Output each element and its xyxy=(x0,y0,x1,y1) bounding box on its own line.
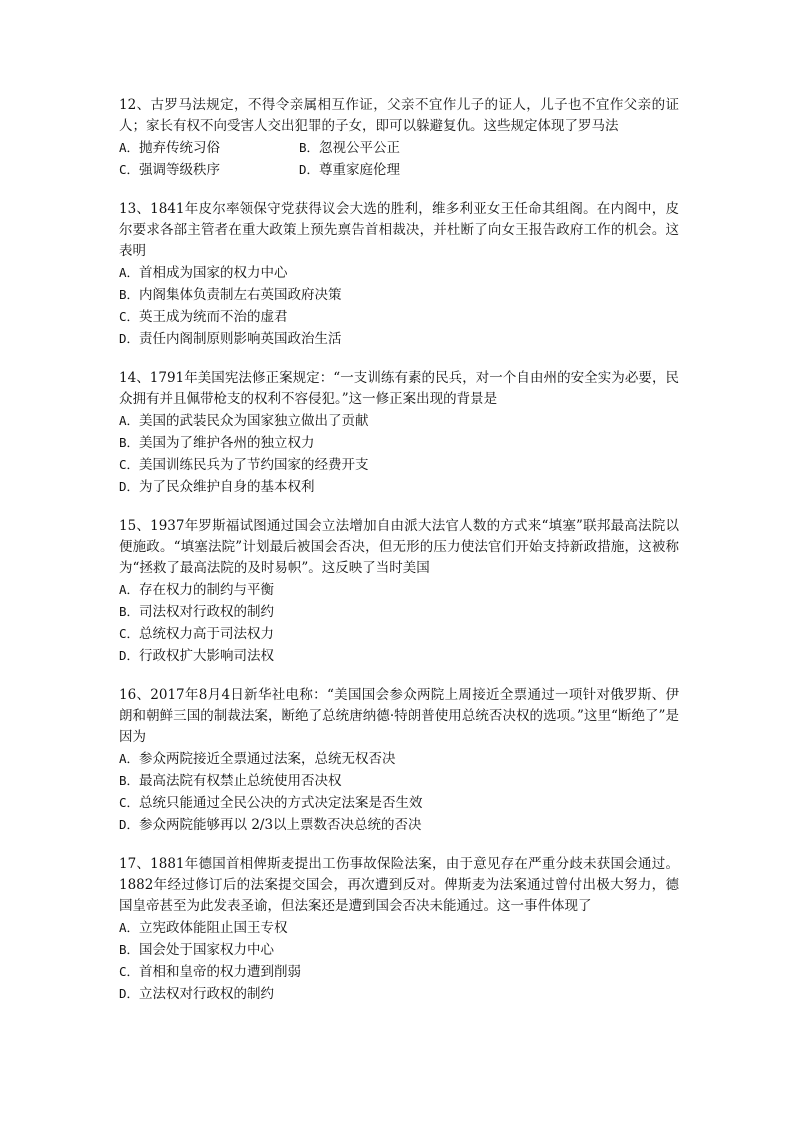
option-text: 国会处于国家权力中心 xyxy=(139,942,275,958)
question-stem: 15、1937年罗斯福试图通过国会立法增加自由派大法官人数的方式来“填塞”联邦最高法院以便施政。“填塞法院”计划最后被国会否决，但无形的压力使法官们开始支持新政措施，这被称为“拯救了最高法院的及时易帜”。这反映了当时美国 xyxy=(119,518,679,576)
option-text: 总统只能通过全民公决的方式决定法案是否生效 xyxy=(139,795,423,811)
option-c xyxy=(119,961,679,983)
question-15 xyxy=(119,516,679,667)
option-text: 忽视公平公正 xyxy=(319,140,401,156)
option-list xyxy=(119,579,679,667)
option-letter: D． xyxy=(119,817,140,832)
option-a xyxy=(119,579,679,601)
option-text: 美国训练民兵为了节约国家的经费开支 xyxy=(139,457,369,473)
question-stem: 17、1881年德国首相俾斯麦提出工伤事故保险法案，由于意见存在严重分歧未获国会通过。1882年经过修订后的法案提交国会，再次遭到反对。俾斯麦为法案通过曾付出极大努力，德国皇帝甚至为此发表圣谕，但法案还是遭到国会否决未能通过。这一事件体现了 xyxy=(119,856,679,914)
option-d xyxy=(119,814,679,836)
option-letter: C． xyxy=(119,626,140,641)
option-letter: B． xyxy=(119,604,140,619)
option-letter: A． xyxy=(119,582,140,597)
option-letter: C． xyxy=(119,162,140,177)
option-a xyxy=(119,262,679,284)
option-text: 首相和皇帝的权力遭到削弱 xyxy=(139,964,302,980)
option-text: 尊重家庭伦理 xyxy=(319,162,401,178)
option-letter: C． xyxy=(119,457,140,472)
option-text: 参众两院能够再以 2/3以上票数否决总统的否决 xyxy=(139,817,422,833)
option-text: 总统权力高于司法权力 xyxy=(139,626,275,642)
question-13 xyxy=(119,199,679,350)
option-d xyxy=(119,645,679,667)
option-list xyxy=(119,410,679,498)
option-letter: B． xyxy=(119,287,140,302)
option-letter: C． xyxy=(119,795,140,810)
option-text: 英王成为统而不治的虚君 xyxy=(139,309,288,325)
option-c xyxy=(119,623,679,645)
option-letter: B． xyxy=(119,435,140,450)
option-letter: C． xyxy=(119,309,140,324)
option-text: 美国的武装民众为国家独立做出了贡献 xyxy=(139,413,369,429)
option-b xyxy=(119,601,679,623)
option-text: 行政权扩大影响司法权 xyxy=(139,648,275,664)
option-a xyxy=(119,410,679,432)
option-letter: C． xyxy=(119,964,140,979)
option-text: 美国为了维护各州的独立权力 xyxy=(139,435,315,451)
question-17 xyxy=(119,854,679,1005)
option-text: 内阁集体负责制左右英国政府决策 xyxy=(139,287,342,303)
option-letter: A． xyxy=(119,920,140,935)
option-text: 责任内阁制原则影响英国政治生活 xyxy=(139,331,342,347)
option-letter: D． xyxy=(119,331,140,346)
option-list xyxy=(119,748,679,836)
question-stem: 13、1841年皮尔率领保守党获得议会大选的胜利，维多利亚女王任命其组阁。在内阁中，皮尔要求各部主管者在重大政策上预先禀告首相裁决，并杜断了向女王报告政府工作的机会。这表明 xyxy=(119,201,679,259)
option-b xyxy=(299,137,499,159)
option-d xyxy=(119,983,679,1005)
document-page xyxy=(119,95,679,1023)
question-16 xyxy=(119,685,679,836)
option-letter: D． xyxy=(119,986,140,1001)
option-text: 强调等级秩序 xyxy=(139,162,221,178)
option-text: 抛弃传统习俗 xyxy=(139,140,221,156)
option-b xyxy=(119,770,679,792)
option-letter: D． xyxy=(119,479,140,494)
option-a xyxy=(119,137,299,159)
option-text: 立法权对行政权的制约 xyxy=(139,986,275,1002)
option-list xyxy=(119,137,679,181)
option-c xyxy=(119,792,679,814)
option-letter: D． xyxy=(119,648,140,663)
question-stem: 12、古罗马法规定，不得令亲属相互作证，父亲不宜作儿子的证人，儿子也不宜作父亲的证人；家长有权不向受害人交出犯罪的子女，即可以躲避复仇。这些规定体现了罗马法 xyxy=(119,97,679,134)
option-text: 为了民众维护自身的基本权利 xyxy=(139,479,315,495)
option-d xyxy=(299,159,499,181)
option-text: 最高法院有权禁止总统使用否决权 xyxy=(139,773,342,789)
option-letter: A． xyxy=(119,751,140,766)
question-14 xyxy=(119,368,679,498)
option-c xyxy=(119,306,679,328)
option-letter: D． xyxy=(299,162,320,177)
question-stem: 14、1791年美国宪法修正案规定：“一支训练有素的民兵，对一个自由州的安全实为必要，民众拥有并且佩带枪支的权利不容侵犯。”这一修正案出现的背景是 xyxy=(119,370,679,407)
option-b xyxy=(119,432,679,454)
option-d xyxy=(119,476,679,498)
option-letter: B． xyxy=(299,140,320,155)
option-letter: A． xyxy=(119,413,140,428)
option-a xyxy=(119,917,679,939)
option-b xyxy=(119,939,679,961)
option-letter: A． xyxy=(119,140,140,155)
question-stem: 16、2017年8月4日新华社电称：“美国国会参众两院上周接近全票通过一项针对俄罗斯、伊朗和朝鲜三国的制裁法案，断绝了总统唐纳德·特朗普使用总统否决权的选项。”这里“断绝了”是因为 xyxy=(119,687,679,745)
option-a xyxy=(119,748,679,770)
option-letter: A． xyxy=(119,265,140,280)
option-c xyxy=(119,159,299,181)
option-letter: B． xyxy=(119,773,140,788)
option-b xyxy=(119,284,679,306)
option-text: 存在权力的制约与平衡 xyxy=(139,582,275,598)
question-12 xyxy=(119,95,679,181)
option-text: 立宪政体能阻止国王专权 xyxy=(139,920,288,936)
option-d xyxy=(119,328,679,350)
option-list xyxy=(119,917,679,1005)
option-text: 参众两院接近全票通过法案，总统无权否决 xyxy=(139,751,396,767)
option-list xyxy=(119,262,679,350)
option-text: 司法权对行政权的制约 xyxy=(139,604,275,620)
option-c xyxy=(119,454,679,476)
option-letter: B． xyxy=(119,942,140,957)
option-text: 首相成为国家的权力中心 xyxy=(139,265,288,281)
